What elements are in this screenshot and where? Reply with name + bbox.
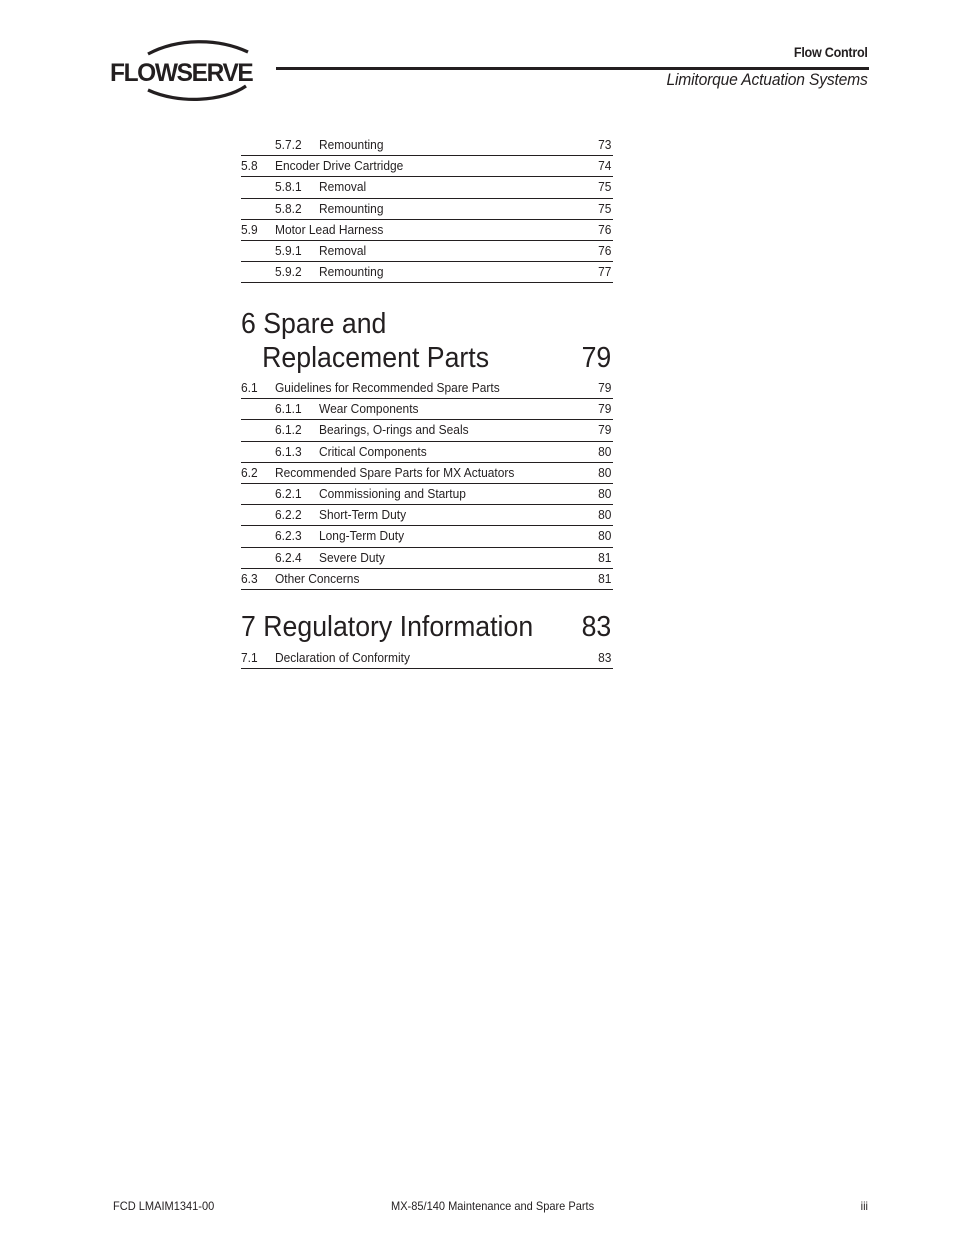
chapter-6-title-line1: 6 Spare and	[241, 308, 387, 340]
toc-entry-number: 6.1.1	[275, 401, 302, 417]
logo-wordmark: FLOWSERVE	[110, 59, 253, 87]
toc-entry-number: 5.8.1	[275, 179, 302, 195]
toc-entry-number: 6.1	[241, 380, 258, 395]
toc-entry-title: Encoder Drive Cartridge	[275, 158, 404, 174]
toc-entry-number: 6.2.4	[275, 549, 302, 565]
toc-entry-title: Short-Term Duty	[319, 507, 407, 523]
toc-entry-page: 73	[597, 137, 611, 152]
toc-entry[interactable]	[241, 378, 613, 399]
toc-entry-number: 6.2.1	[275, 485, 302, 501]
toc-entry-title: Long-Term Duty	[319, 528, 405, 544]
toc-entry-page: 79	[597, 380, 611, 395]
toc-entry-page: 76	[597, 242, 611, 258]
chapter-6-page: 79	[581, 342, 611, 374]
footer-page-number: iii	[860, 1199, 868, 1213]
toc-chapter-6	[241, 378, 613, 590]
toc-entry-title: Other Concerns	[275, 570, 360, 586]
toc-entry-page: 75	[597, 179, 611, 195]
toc-entry-page: 83	[597, 650, 611, 665]
footer-document-title: MX-85/140 Maintenance and Spare Parts	[391, 1199, 595, 1213]
toc-entry-title: Wear Components	[319, 401, 419, 417]
document-series: Limitorque Actuation Systems	[666, 70, 868, 89]
toc-entry-page: 75	[597, 200, 611, 216]
toc-entry-number: 5.9.2	[275, 264, 302, 280]
toc-entry[interactable]	[241, 526, 613, 547]
toc-entry[interactable]	[241, 199, 613, 220]
toc-section-5-continued	[241, 135, 613, 283]
toc-entry[interactable]	[241, 262, 613, 283]
toc-entry[interactable]	[241, 177, 613, 198]
toc-entry-title: Remounting	[319, 137, 384, 152]
chapter-7-title: 7 Regulatory Information	[241, 611, 534, 643]
toc-entry[interactable]	[241, 399, 613, 420]
footer-document-code: FCD LMAIM1341-00	[113, 1199, 215, 1213]
toc-entry-title: Recommended Spare Parts for MX Actuators	[275, 464, 515, 480]
toc-entry-title: Declaration of Conformity	[275, 650, 410, 665]
toc-entry-title: Commissioning and Startup	[319, 485, 466, 501]
toc-entry[interactable]	[241, 505, 613, 526]
chapter-6-heading	[241, 307, 613, 375]
toc-entry-number: 6.3	[241, 570, 258, 586]
toc-entry-number: 7.1	[241, 650, 258, 665]
toc-entry[interactable]	[241, 220, 613, 241]
toc-entry[interactable]	[241, 420, 613, 441]
toc-entry-number: 5.7.2	[275, 137, 302, 152]
toc-entry[interactable]	[241, 135, 613, 156]
toc-entry-number: 5.9.1	[275, 242, 302, 258]
toc-entry-number: 6.2.3	[275, 528, 302, 544]
toc-entry-number: 5.8.2	[275, 200, 302, 216]
toc-entry-title: Motor Lead Harness	[275, 221, 384, 237]
toc-entry-page: 80	[597, 507, 611, 523]
toc-entry-page: 80	[597, 485, 611, 501]
toc-entry-page: 80	[597, 528, 611, 544]
toc-entry-page: 76	[597, 221, 611, 237]
toc-entry-title: Bearings, O-rings and Seals	[319, 422, 469, 438]
toc-entry-page: 81	[597, 570, 611, 586]
toc-entry[interactable]	[241, 442, 613, 463]
toc-entry-number: 6.2.2	[275, 507, 302, 523]
toc-entry[interactable]	[241, 484, 613, 505]
toc-entry-number: 6.2	[241, 464, 258, 480]
toc-entry[interactable]	[241, 241, 613, 262]
header-titles	[649, 44, 868, 90]
toc-entry[interactable]	[241, 156, 613, 177]
toc-chapter-7	[241, 648, 613, 669]
chapter-6-title-line2: Replacement Parts	[262, 342, 490, 374]
toc-entry-title: Severe Duty	[319, 549, 385, 565]
toc-entry-number: 6.1.2	[275, 422, 302, 438]
toc-entry-page: 74	[597, 158, 611, 174]
chapter-7-page: 83	[581, 611, 611, 643]
toc-entry-title: Critical Components	[319, 443, 427, 459]
flowserve-logo	[108, 40, 270, 102]
toc-entry-number: 5.9	[241, 221, 258, 237]
toc-entry-page: 79	[597, 422, 611, 438]
company-name: Flow Control	[794, 44, 868, 60]
toc-entry[interactable]	[241, 569, 613, 590]
toc-entry-title: Remounting	[319, 264, 384, 280]
toc-entry-page: 79	[597, 401, 611, 417]
toc-entry-page: 80	[597, 464, 611, 480]
toc-entry-number: 6.1.3	[275, 443, 302, 459]
chapter-7-heading	[241, 610, 613, 644]
toc-entry[interactable]	[241, 463, 613, 484]
toc-entry[interactable]	[241, 648, 613, 669]
toc-entry-title: Guidelines for Recommended Spare Parts	[275, 380, 500, 395]
toc-entry-page: 81	[597, 549, 611, 565]
toc-entry[interactable]	[241, 548, 613, 569]
toc-entry-page: 77	[597, 264, 611, 280]
toc-entry-title: Remounting	[319, 200, 384, 216]
toc-entry-title: Removal	[319, 179, 367, 195]
toc-entry-title: Removal	[319, 242, 367, 258]
toc-entry-page: 80	[597, 443, 611, 459]
toc-entry-number: 5.8	[241, 158, 258, 174]
